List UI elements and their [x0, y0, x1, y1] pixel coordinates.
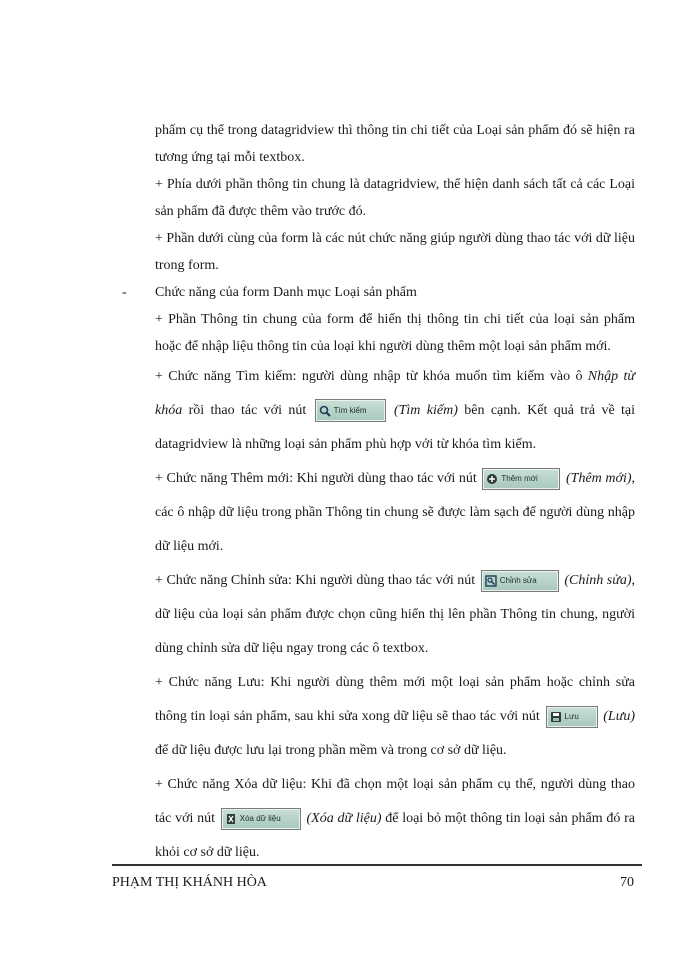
paragraph-1: phẩm cụ thể trong datagridview thì thông tin chi tiết của Loại sản phẩm đó sẽ hiện ra tương ứng tại mỗi textbox.: [155, 123, 635, 165]
paragraph-add: + Chức năng Thêm mới: Khi người dùng thao tác với nút Thêm mới (Thêm mới), các ô nhập dữ liệu trong phần Thông tin chung sẽ được làm sạch để người dùng nhập dữ liệu mới.: [155, 462, 635, 564]
plus-circle-icon: [486, 473, 498, 485]
paragraph-delete: + Chức năng Xóa dữ liệu: Khi đã chọn một loại sản phẩm cụ thể, người dùng thao tác với nút Xóa dữ liệu (Xóa dữ liệu) để loại bỏ một thông tin loại sản phẩm đó ra khỏi cơ sở dữ liệu.: [155, 777, 635, 860]
paragraph-edit: + Chức năng Chỉnh sửa: Khi người dùng thao tác với nút Chỉnh sửa (Chỉnh sửa), dữ liệu của loại sản phẩm được chọn cũng hiển thị lên phần Thông tin chung, người dùng chỉnh sửa dữ liệu ngay trong các ô textbox.: [155, 564, 635, 666]
delete-button-image: Xóa dữ liệu: [221, 808, 301, 830]
footer-author: PHẠM THỊ KHÁNH HÒA: [112, 875, 267, 890]
save-button-image: Lưu: [546, 706, 598, 728]
add-button-image: Thêm mới: [482, 468, 560, 490]
bullet-dash: -: [122, 285, 127, 300]
paragraph-datagridview: + Phía dưới phần thông tin chung là datagridview, thể hiện danh sách tất cả các Loại sản phẩm đã được thêm vào trước đó.: [155, 177, 635, 219]
document-body: [122, 117, 636, 870]
search-button-image: Tìm kiếm: [315, 399, 386, 422]
edit-icon: [485, 575, 497, 587]
paragraph-general-info: + Phần Thông tin chung của form để hiển thị thông tin chi tiết của loại sản phẩm hoặc để nhập liệu thông tin của loại khi người dùng thêm một loại sản phẩm mới.: [155, 312, 635, 354]
footer-divider: [112, 864, 642, 866]
paragraph-search: + Chức năng Tìm kiếm: người dùng nhập từ khóa muốn tìm kiếm vào ô Nhập từ khóa rồi thao tác với nút Tìm kiếm (Tìm kiếm) bên cạnh. Kết quả trả về tại datagridview là những loại sản phẩm phù hợp với từ khóa tìm kiếm.: [155, 369, 636, 452]
search-icon: [319, 405, 331, 417]
save-icon: [550, 711, 562, 723]
edit-button-image: Chỉnh sửa: [481, 570, 559, 592]
page-number: 70: [620, 875, 634, 890]
trash-icon: [225, 813, 237, 825]
bullet-text: Chức năng của form Danh mục Loại sản phẩm: [155, 285, 417, 300]
paragraph-buttons: + Phần dưới cùng của form là các nút chức năng giúp người dùng thao tác với dữ liệu trong form.: [155, 231, 635, 273]
bullet-form-functions: [122, 279, 635, 306]
paragraph-save: + Chức năng Lưu: Khi người dùng thêm mới một loại sản phẩm hoặc chỉnh sửa thông tin loại sản phẩm, sau khi sửa xong dữ liệu sẽ thao tác với nút Lưu (Lưu) để dữ liệu được lưu lại trong phần mềm và trong cơ sở dữ liệu.: [155, 675, 636, 758]
